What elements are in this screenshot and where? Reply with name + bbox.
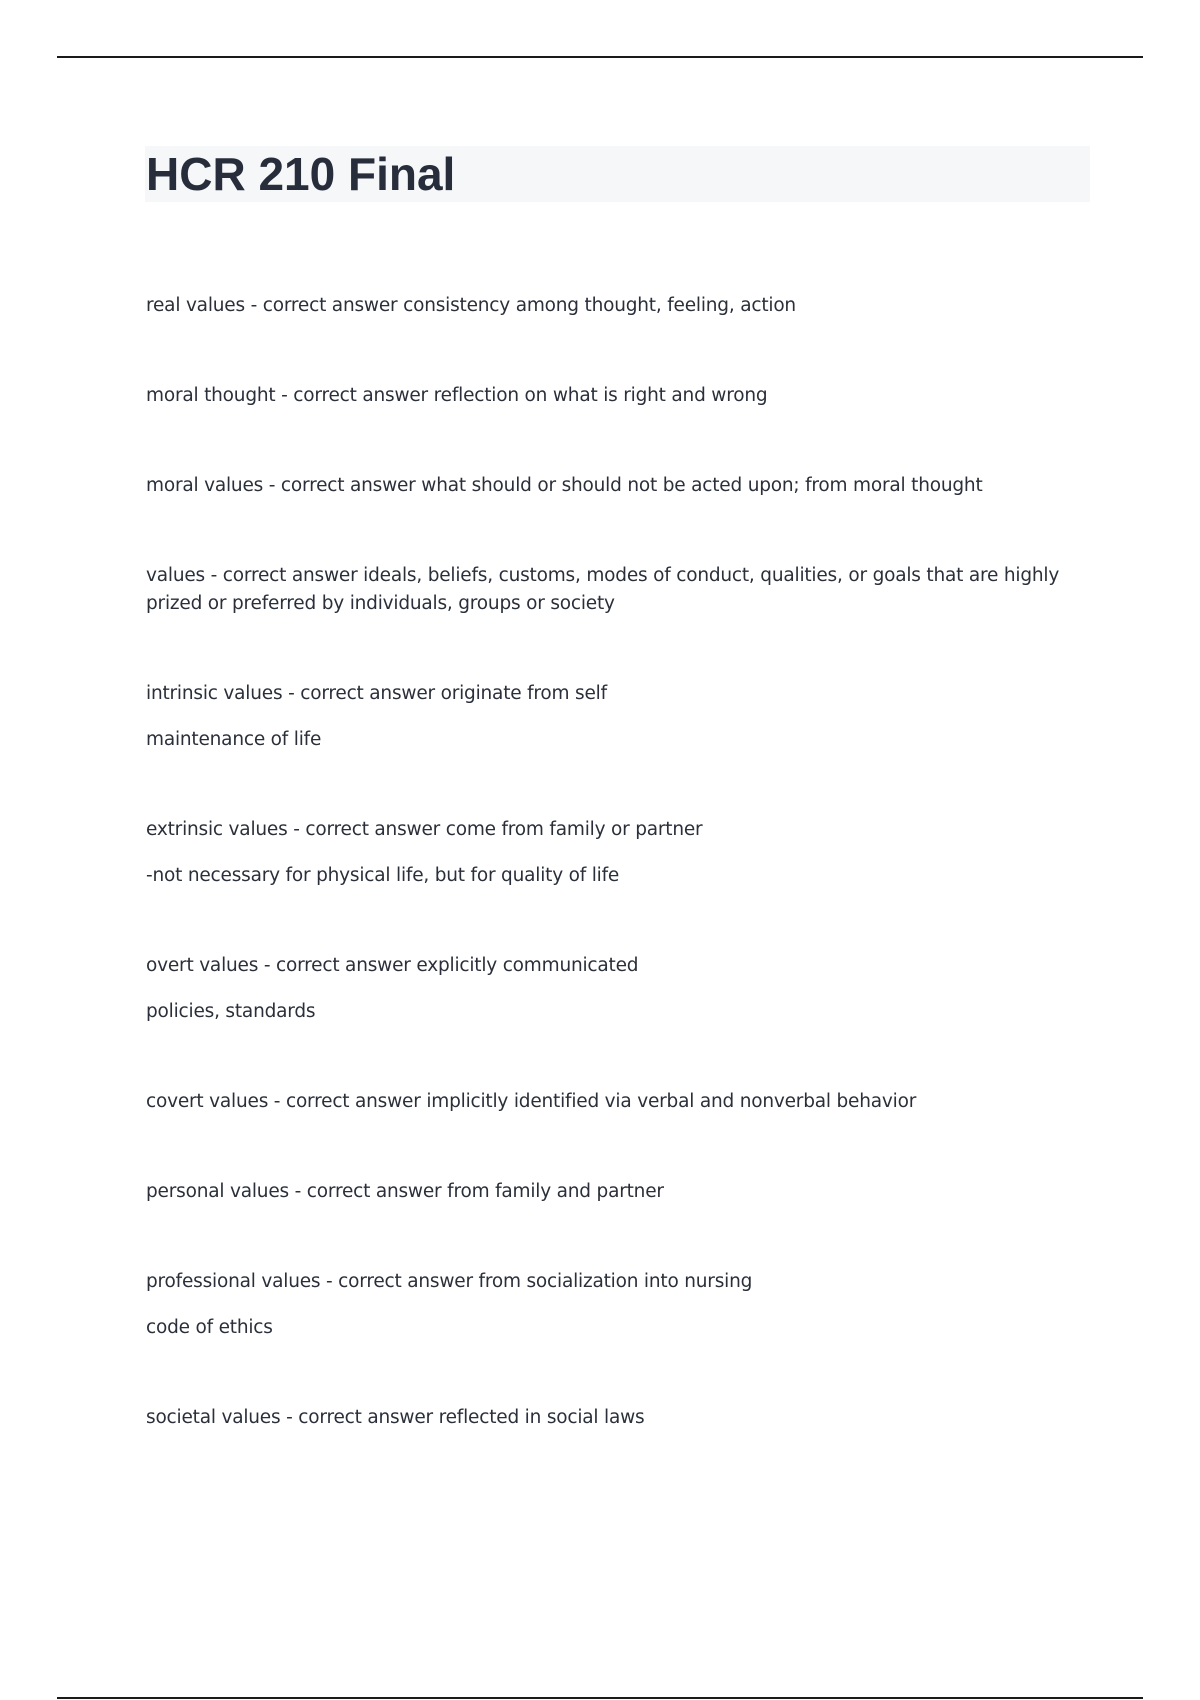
entry-extra-text: policies, standards <box>146 1001 316 1022</box>
entry-extra-text: code of ethics <box>146 1317 273 1338</box>
entry-text: overt values - correct answer explicitly communicated <box>146 955 639 976</box>
page-title: HCR 210 Final <box>146 148 456 200</box>
top-rule <box>57 56 1143 58</box>
entry-text: intrinsic values - correct answer originate from self <box>146 683 607 704</box>
list-item <box>146 1178 1066 1206</box>
entry-text: covert values - correct answer implicitly identified via verbal and nonverbal behavior <box>146 1091 917 1112</box>
entry-extra-text: -not necessary for physical life, but for quality of life <box>146 865 620 886</box>
entry-text: societal values - correct answer reflected in social laws <box>146 1407 645 1428</box>
entry-text: moral thought - correct answer reflection on what is right and wrong <box>146 385 768 406</box>
flashcard-list <box>146 292 1066 1494</box>
list-item <box>146 1088 1066 1116</box>
list-item <box>146 952 1066 1026</box>
entry-extra-text: maintenance of life <box>146 729 322 750</box>
list-item <box>146 1268 1066 1342</box>
list-item <box>146 1404 1066 1432</box>
list-item <box>146 472 1066 500</box>
entry-text: professional values - correct answer from socialization into nursing <box>146 1271 753 1292</box>
list-item <box>146 292 1066 320</box>
entry-text: moral values - correct answer what should or should not be acted upon; from moral thought <box>146 475 983 496</box>
list-item <box>146 680 1066 754</box>
entry-text: extrinsic values - correct answer come from family or partner <box>146 819 703 840</box>
entry-text: real values - correct answer consistency among thought, feeling, action <box>146 295 796 316</box>
bottom-rule <box>57 1697 1143 1699</box>
entry-text: values - correct answer ideals, beliefs, customs, modes of conduct, qualities, or goals that are highly prized or preferred by individuals, groups or society <box>146 565 1060 614</box>
list-item <box>146 816 1066 890</box>
list-item <box>146 562 1066 618</box>
list-item <box>146 382 1066 410</box>
entry-text: personal values - correct answer from family and partner <box>146 1181 664 1202</box>
